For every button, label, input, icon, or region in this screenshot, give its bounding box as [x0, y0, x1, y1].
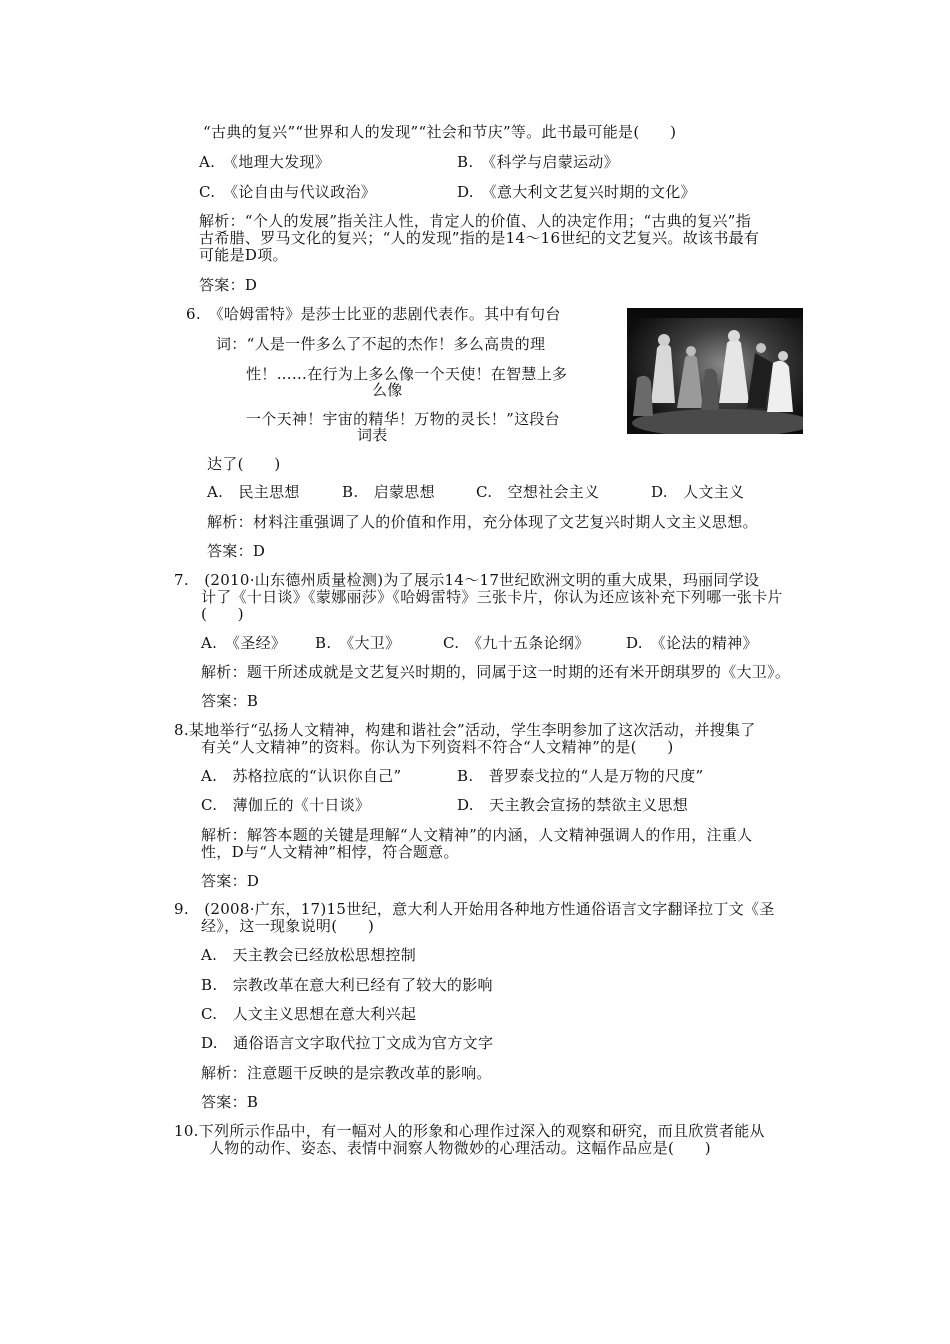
q7-stem-line-1: 7. (2010·山东德州质量检测)为了展示14～17世纪欧洲文明的重大成果，玛丽同学设	[174, 571, 760, 589]
q9-stem-line-2: 经》，这一现象说明( )	[201, 917, 375, 935]
q6-stem-line-4: 么像	[372, 381, 403, 399]
q8-option-b: B. 普罗泰戈拉的“人是万物的尺度”	[457, 767, 704, 785]
q9-option-a: A. 天主教会已经放松思想控制	[201, 946, 417, 964]
q6-option-d: D. 人文主义	[651, 483, 745, 501]
q8-analysis-line-1: 解析：解答本题的关键是理解“人文精神”的内涵，人文精神强调人的作用，注重人	[201, 826, 753, 844]
q5-stem-end: “古典的复兴”“世界和人的发现”“社会和节庆”等。此书最可能是( )	[203, 123, 677, 141]
hamlet-stage-image	[627, 308, 803, 434]
q8-option-d: D. 天主教会宣扬的禁欲主义思想	[457, 796, 689, 814]
q5-option-d: D. 《意大利文艺复兴时期的文化》	[457, 183, 696, 201]
q5-analysis-line-1: 解析：“个人的发展”指关注人性，肯定人的价值、人的决定作用；“古典的复兴”指	[199, 212, 752, 230]
hamlet-stage-photo	[627, 308, 803, 434]
q10-stem-line-2: 人物的动作、姿态、表情中洞察人物微妙的心理活动。这幅作品应是( )	[209, 1139, 711, 1157]
q7-stem-line-3: ( )	[201, 605, 244, 623]
q5-analysis-line-2: 古希腊、罗马文化的复兴；“人的发现”指的是14～16世纪的文艺复兴。故该书最有	[199, 229, 760, 247]
q6-stem-line-2: 词：“人是一件多么了不起的杰作！多么高贵的理	[216, 335, 546, 353]
q7-analysis: 解析：题干所述成就是文艺复兴时期的，同属于这一时期的还有米开朗琪罗的《大卫》。	[201, 663, 791, 681]
q8-option-c: C. 薄伽丘的《十日谈》	[201, 796, 371, 814]
q6-option-a: A. 民主思想	[207, 483, 300, 501]
q8-answer: 答案：D	[201, 872, 260, 890]
q9-stem-line-1: 9. (2008·广东，17)15世纪，意大利人开始用各种地方性通俗语言文字翻译拉丁文《圣	[174, 900, 775, 918]
q6-stem-line-7: 达了( )	[207, 455, 281, 473]
q5-option-b: B. 《科学与启蒙运动》	[457, 153, 619, 171]
q7-option-c: C. 《九十五条论纲》	[443, 634, 590, 652]
q7-option-a: A. 《圣经》	[201, 634, 287, 652]
q5-analysis-line-3: 可能是D项。	[199, 246, 288, 264]
q6-answer: 答案：D	[207, 542, 266, 560]
q6-option-c: C. 空想社会主义	[476, 483, 600, 501]
q8-stem-line-2: 有关“人文精神”的资料。你认为下列资料不符合“人文精神”的是( )	[201, 738, 674, 756]
q6-stem-line-1: 6. 《哈姆雷特》是莎士比亚的悲剧代表作。其中有句台	[186, 305, 561, 323]
q8-analysis-line-2: 性，D与“人文精神”相悖，符合题意。	[201, 843, 459, 861]
q9-answer: 答案：B	[201, 1093, 259, 1111]
q7-option-b: B. 《大卫》	[315, 634, 401, 652]
q9-analysis: 解析：注意题干反映的是宗教改革的影响。	[201, 1064, 492, 1082]
q6-stem-line-3: 性！……在行为上多么像一个天使！在智慧上多	[246, 365, 568, 383]
q5-option-a: A. 《地理大发现》	[199, 153, 331, 171]
q7-answer: 答案：B	[201, 692, 259, 710]
q9-option-c: C. 人文主义思想在意大利兴起	[201, 1005, 417, 1023]
q9-option-d: D. 通俗语言文字取代拉丁文成为官方文字	[201, 1034, 494, 1052]
q7-option-d: D. 《论法的精神》	[626, 634, 758, 652]
q6-stem-line-5: 一个天神！宇宙的精华！万物的灵长！”这段台	[246, 410, 560, 428]
q5-option-c: C. 《论自由与代议政治》	[199, 183, 377, 201]
q8-stem-line-1: 8.某地举行“弘扬人文精神，构建和谐社会”活动，学生李明参加了这次活动，并搜集了	[174, 721, 756, 739]
q10-stem-line-1: 10.下列所示作品中，有一幅对人的形象和心理作过深入的观察和研究，而且欣赏者能从	[174, 1122, 765, 1140]
q6-stem-line-6: 词表	[357, 426, 388, 444]
q9-option-b: B. 宗教改革在意大利已经有了较大的影响	[201, 976, 493, 994]
q8-option-a: A. 苏格拉底的“认识你自己”	[201, 767, 402, 785]
q7-stem-line-2: 计了《十日谈》《蒙娜丽莎》《哈姆雷特》三张卡片，你认为还应该补充下列哪一张卡片	[201, 588, 783, 606]
q6-analysis: 解析：材料注重强调了人的价值和作用，充分体现了文艺复兴时期人文主义思想。	[207, 513, 758, 531]
q5-answer: 答案：D	[199, 276, 258, 294]
q6-option-b: B. 启蒙思想	[342, 483, 435, 501]
